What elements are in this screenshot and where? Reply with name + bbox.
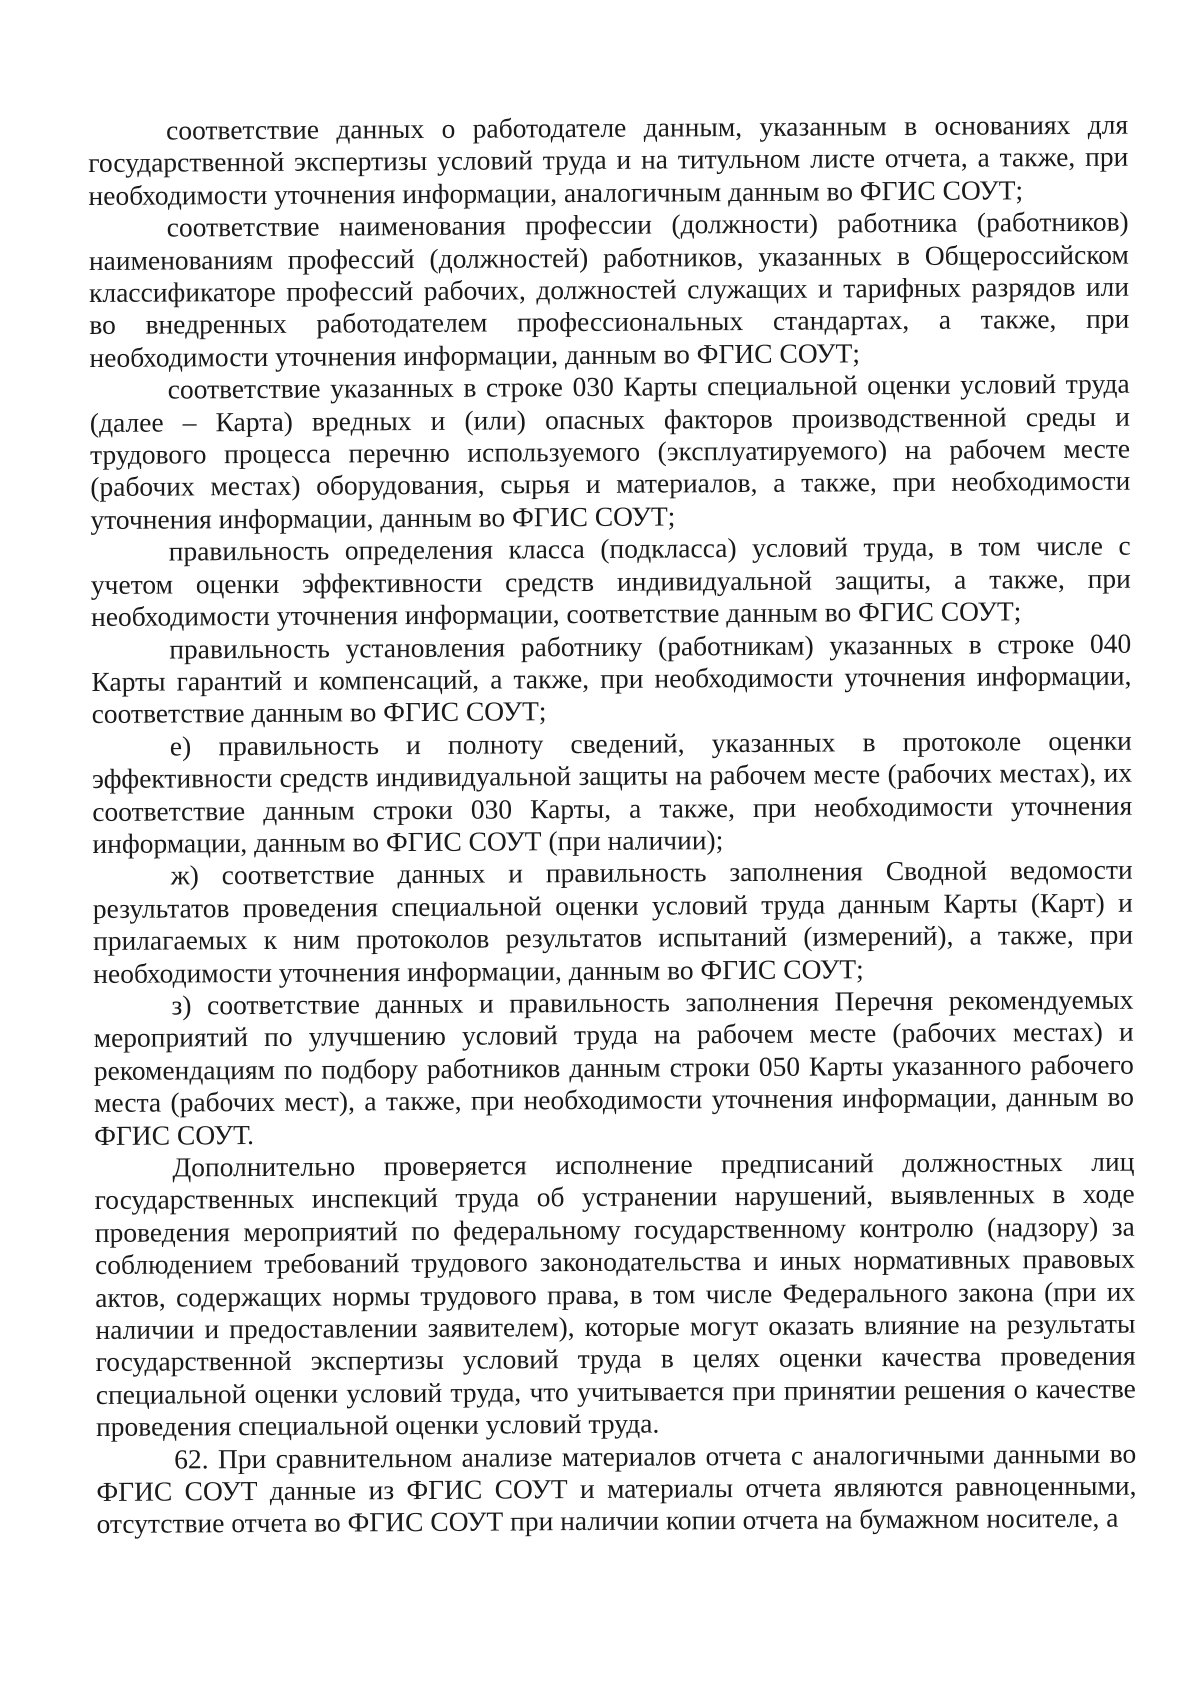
paragraph-item-zh: ж) соответствие данных и правильность заполнения Сводной ведомости результатов проведения специальной оценки условий труда данным Карты (Карт) и прилагаемых к ним протоколов результатов испытаний (измерений), а также, при необходимости уточнения информации, данным во ФГИС СОУТ; (92, 853, 1134, 989)
document-body (88, 109, 1137, 1541)
paragraph-guarantees: правильность установления работнику (работникам) указанных в строке 040 Карты гарантий и компенсаций, а также, при необходимости уточнения информации, соответствие данным во ФГИС СОУТ; (91, 627, 1132, 730)
paragraph-employer-data: соответствие данных о работодателе данным, указанным в основаниях для государственной экспертизы условий труда и на титульном листе отчета, а также, при необходимости уточнения информации, аналогичным данным во ФГИС СОУТ; (88, 108, 1129, 211)
paragraph-harmful-factors: соответствие указанных в строке 030 Карты специальной оценки условий труда (далее – Карта) вредных и (или) опасных факторов производственной среды и трудового процесса перечню используемого (эксплуатируемого) на рабочем месте (рабочих местах) оборудования, сырья и материалов, а также, при необходимости уточнения информации, данным во ФГИС СОУТ; (89, 367, 1131, 535)
paragraph-profession-names: соответствие наименования профессии (должности) работника (работников) наименованиям профессий (должностей) работников, указанных в Общероссийском классификаторе профессий рабочих, должностей служащих и тарифных разрядов или во внедренных работодателем профессиональных стандартах, а также, при необходимости уточнения информации, данным во ФГИС СОУТ; (88, 205, 1130, 373)
paragraph-item-z: з) соответствие данных и правильность заполнения Перечня рекомендуемых мероприятий по улучшению условий труда на рабочем месте (рабочих местах) и рекомендациям по подбору работников данным строки 050 Карты указанного рабочего места (рабочих мест), а также, при необходимости уточнения информации, данным во ФГИС СОУТ. (93, 983, 1135, 1151)
paragraph-item-e: е) правильность и полноту сведений, указанных в протоколе оценки эффективности средств индивидуальной защиты на рабочем месте (рабочих местах), их соответствие данным строки 030 Карты, а также, при необходимости уточнения информации, данным во ФГИС СОУТ (при наличии); (91, 724, 1133, 859)
paragraph-additional-check: Дополнительно проверяется исполнение предписаний должностных лиц государственных инспекций труда об устранении нарушений, выявленных в ходе проведения мероприятий по федеральному государственному контролю (надзору) за соблюдением требований трудового законодательства и иных нормативных правовых актов, содержащих нормы трудового права, в том числе Федерального закона (при их наличии и предоставлении заявителем), которые могут оказать влияние на результаты государственной экспертизы условий труда в целях оценки качества проведения специальной оценки условий труда, что учитывается при принятии решения о качестве проведения специальной оценки условий труда. (94, 1145, 1136, 1443)
paragraph-62: 62. При сравнительном анализе материалов отчета с аналогичными данными во ФГИС СОУТ данные из ФГИС СОУТ и материалы отчета являются равноценными, отсутствие отчета во ФГИС СОУТ при наличии копии отчета на бумажном носителе, а (96, 1437, 1137, 1540)
paragraph-class-determination: правильность определения класса (подкласса) условий труда, в том числе с учетом оценки эффективности средств индивидуальной защиты, а также, при необходимости уточнения информации, соответствие данным во ФГИС СОУТ; (90, 529, 1131, 633)
